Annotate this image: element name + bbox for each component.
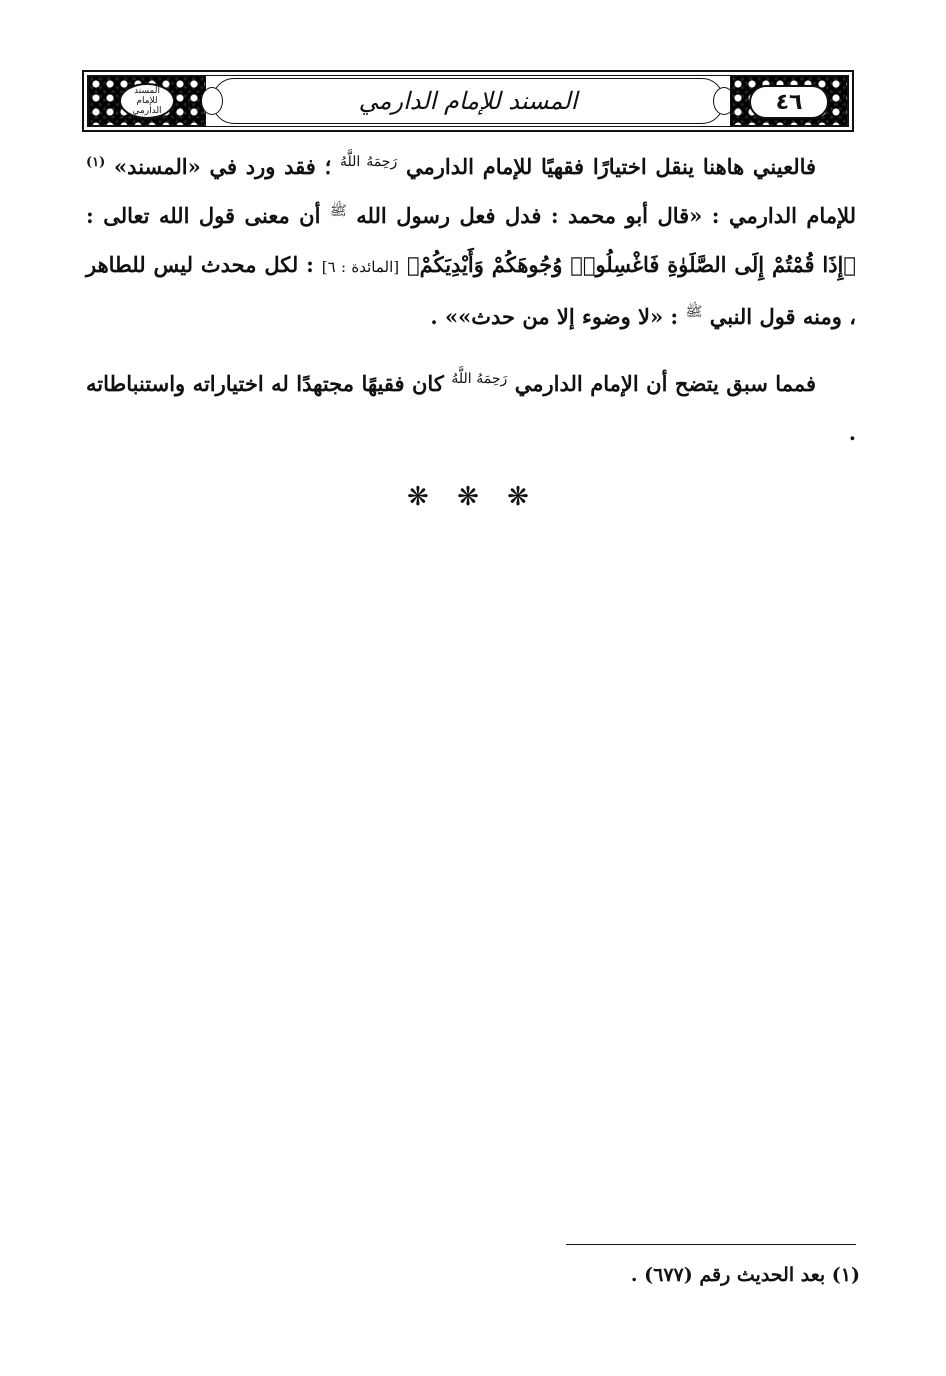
p1-part6: : «لا وضوء إلا من حدث»» .: [430, 304, 679, 329]
footnote-1: (١) بعد الحديث رقم (٦٧٧) .: [630, 1264, 860, 1286]
verse-citation: [المائدة : ٦]: [321, 258, 400, 276]
emblem-line-1: المسند: [134, 86, 160, 96]
p1-part3: للإمام الدارمي : «قال أبو محمد : فدل فعل رسول الله: [356, 203, 856, 228]
footnote-divider: [566, 1244, 856, 1245]
paragraph-1: [86, 142, 856, 341]
honorific-rahimahullah-2: رَحِمَهُ اللَّهُ: [451, 371, 508, 387]
quran-verse: ﴿إِذَا قُمْتُمْ إِلَى الصَّلَوٰةِ فَاغْسِلُوا۟ وُجُوهَكُمْ وَأَيْدِيَكُمْ﴾: [407, 252, 856, 277]
p1-part4: أن معنى قول الله تعالى :: [86, 203, 321, 228]
page-header: [82, 70, 854, 132]
honorific-salla-2: ﷺ: [685, 304, 703, 320]
header-ornament-right: [730, 76, 848, 126]
p2-part1: فمما سبق يتضح أن الإمام الدارمي: [514, 371, 817, 396]
section-separator: ❋ ❋ ❋: [407, 482, 539, 512]
page-number: ٤٦: [749, 85, 829, 119]
p1-part5: : لكل محدث ليس للطاهر ، ومنه قول النبي: [86, 252, 856, 329]
footnote-reference: (١): [86, 155, 106, 170]
running-title: المسند للإمام الدارمي: [212, 78, 724, 124]
book-emblem: [119, 83, 175, 119]
honorific-salla: ﷺ: [329, 203, 347, 219]
honorific-rahimahullah: رَحِمَهُ اللَّهُ: [340, 154, 398, 170]
main-text: [86, 142, 856, 457]
emblem-line-2: للإمام الدارمي: [132, 96, 162, 116]
header-ornament-left: [88, 76, 206, 126]
p1-part2: ؛ فقد ورد في «المسند»: [114, 154, 332, 179]
paragraph-2: [86, 359, 856, 457]
p1-part1: فالعيني هاهنا ينقل اختيارًا فقهيًا للإمام الدارمي: [405, 154, 817, 179]
p2-part2: كان فقيهًا مجتهدًا له اختياراته واستنباطاته .: [86, 371, 856, 445]
